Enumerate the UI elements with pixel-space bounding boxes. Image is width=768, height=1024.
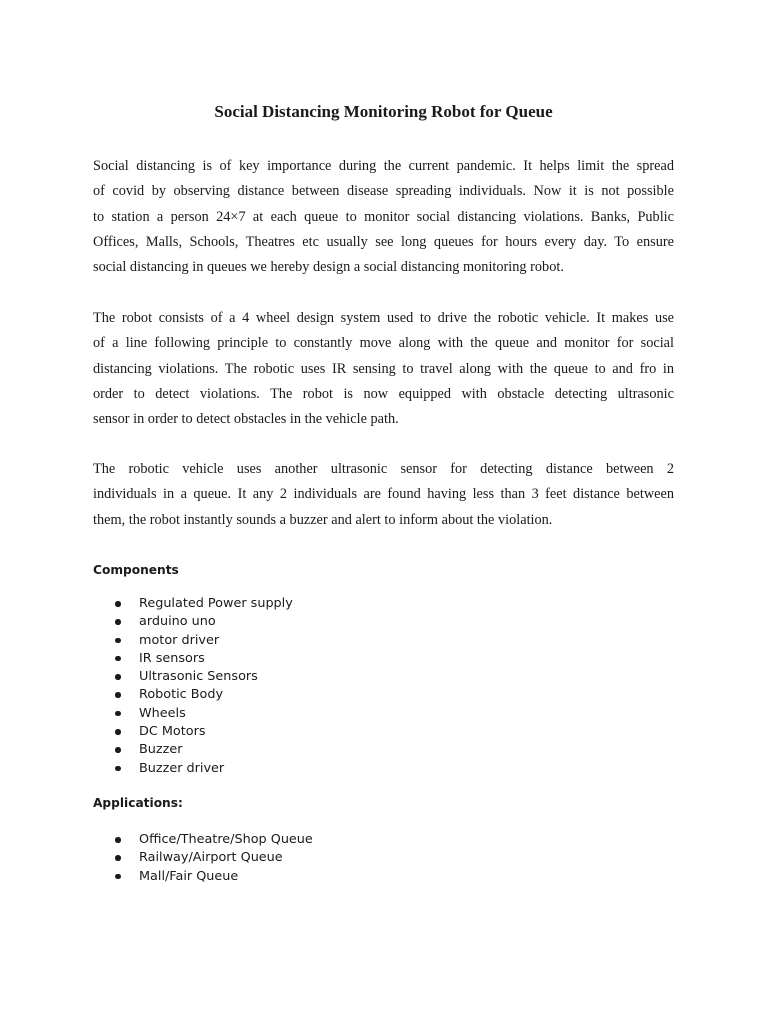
- list-item-text: arduino uno: [139, 614, 216, 630]
- list-item: [112, 595, 293, 613]
- list-item: [112, 760, 293, 778]
- list-item-text: IR sensors: [139, 650, 205, 666]
- paragraph-line: individuals in a queue. It any 2 individuals are found having less than 3 feet distance between: [93, 486, 674, 503]
- bullet-icon: [115, 674, 121, 680]
- list-item-text: Mall/Fair Queue: [139, 868, 239, 884]
- paragraph-line: Offices, Malls, Schools, Theatres etc usually see long queues for hours every day. To ensure: [93, 233, 674, 250]
- list-item: [112, 849, 313, 867]
- bullet-icon: [115, 601, 121, 607]
- bullet-icon: [115, 729, 121, 735]
- paragraph-line: them, the robot instantly sounds a buzzer and alert to inform about the violation.: [93, 511, 553, 528]
- paragraph-robot-design: [93, 306, 674, 432]
- bullet-icon: [115, 711, 121, 717]
- paragraph-line: order to detect violations. The robot is now equipped with obstacle detecting ultrasonic: [93, 385, 674, 402]
- list-item: [112, 868, 313, 886]
- list-item-text: Railway/Airport Queue: [139, 850, 283, 866]
- document-title: Social Distancing Monitoring Robot for Queue: [214, 102, 553, 121]
- paragraph-line: distancing violations. The robotic uses IR sensing to travel along with the queue to and fro in: [93, 360, 674, 377]
- applications-heading: Applications:: [93, 796, 183, 810]
- bullet-icon: [115, 766, 121, 772]
- bullet-icon: [115, 855, 121, 861]
- list-item-text: Buzzer: [139, 742, 183, 758]
- list-item-text: Regulated Power supply: [139, 596, 293, 611]
- list-item-text: Office/Theatre/Shop Queue: [139, 832, 313, 847]
- paragraph-line: sensor in order to detect obstacles in the vehicle path.: [93, 411, 399, 428]
- list-item: [112, 632, 293, 650]
- list-item: [112, 613, 293, 631]
- list-item: [112, 741, 293, 759]
- paragraph-line: of a line following principle to constantly move along with the queue and monitor for social: [93, 335, 674, 352]
- list-item: [112, 686, 293, 704]
- list-item: [112, 831, 313, 849]
- list-item: [112, 650, 293, 668]
- paragraph-line: The robot consists of a 4 wheel design system used to drive the robotic vehicle. It makes use: [93, 310, 674, 326]
- paragraph-line: Social distancing is of key importance during the current pandemic. It helps limit the spread: [93, 158, 674, 174]
- applications-list: [112, 831, 313, 886]
- paragraph-line: social distancing in queues we hereby design a social distancing monitoring robot.: [93, 259, 564, 276]
- list-item: [112, 668, 293, 686]
- list-item: [112, 705, 293, 723]
- bullet-icon: [115, 692, 121, 698]
- bullet-icon: [115, 874, 121, 880]
- paragraph-distance-sensing: [93, 457, 674, 533]
- bullet-icon: [115, 619, 121, 625]
- list-item-text: Ultrasonic Sensors: [139, 669, 258, 685]
- paragraph-line: to station a person 24×7 at each queue to monitor social distancing violations. Banks, Public: [93, 208, 674, 225]
- components-heading: Components: [93, 563, 179, 577]
- list-item-text: DC Motors: [139, 724, 206, 740]
- list-item-text: Robotic Body: [139, 687, 224, 703]
- paragraph-line: of covid by observing distance between disease spreading individuals. Now it is not possible: [93, 183, 674, 200]
- bullet-icon: [115, 747, 121, 753]
- list-item: [112, 723, 293, 741]
- bullet-icon: [115, 837, 121, 843]
- paragraph-line: The robotic vehicle uses another ultrasonic sensor for detecting distance between 2: [93, 461, 674, 477]
- list-item-text: motor driver: [139, 632, 220, 648]
- paragraph-introduction: [93, 154, 674, 280]
- list-item-text: Buzzer driver: [139, 760, 225, 776]
- components-list: [112, 595, 293, 778]
- bullet-icon: [115, 638, 121, 644]
- bullet-icon: [115, 656, 121, 662]
- list-item-text: Wheels: [139, 705, 186, 721]
